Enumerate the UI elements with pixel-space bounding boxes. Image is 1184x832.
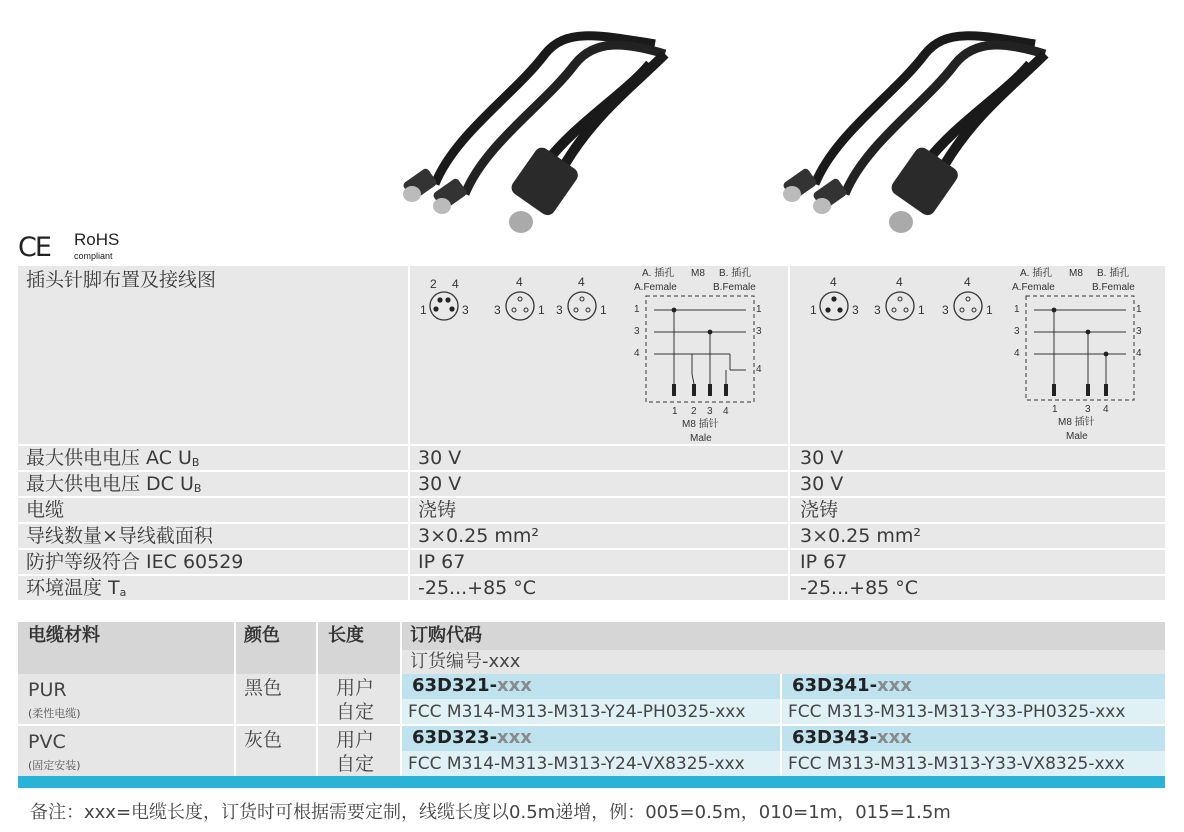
spec-value-a-text: IP 67: [418, 551, 466, 573]
color-value: 灰色: [244, 729, 283, 751]
spec-value-b: [788, 472, 1166, 496]
svg-text:3: 3: [1136, 326, 1142, 337]
spec-label-subscript: B: [193, 482, 202, 495]
code-prefix: 63D323-: [412, 727, 498, 748]
rohs-logo: RoHS: [74, 230, 120, 249]
material-note: (柔性电缆): [28, 707, 81, 720]
color-cell: [236, 726, 316, 776]
spec-label: [26, 446, 396, 470]
spec-value-b: [788, 524, 1166, 548]
pin-layout-label: 插头针脚布置及接线图: [26, 269, 217, 291]
svg-text:2: 2: [691, 406, 697, 417]
length-line-1: 用户: [336, 677, 375, 699]
material-note: (固定安装): [28, 759, 81, 772]
header-color: 颜色: [236, 622, 316, 674]
svg-text:4: 4: [756, 364, 762, 375]
header-order-no: 订货编号-xxx: [402, 650, 1165, 674]
spec-row: [18, 576, 1165, 602]
spec-label-text: 最大供电电压 AC U: [26, 447, 192, 469]
spec-value-b-text: 浇铸: [800, 499, 839, 521]
order-code-a: [402, 674, 780, 699]
svg-text:4: 4: [1014, 348, 1020, 359]
y-cable-product-image: [775, 14, 1075, 244]
svg-text:3: 3: [874, 303, 881, 317]
svg-text:A.Female: A.Female: [634, 282, 677, 293]
order-code-b: [782, 726, 1165, 751]
spec-row: [18, 498, 1165, 524]
spec-label: [26, 472, 396, 496]
svg-text:1: 1: [986, 303, 993, 317]
svg-text:1: 1: [756, 304, 762, 315]
svg-text:4: 4: [452, 277, 459, 291]
svg-text:3: 3: [634, 326, 640, 337]
rohs-compliant-label: compliant: [74, 251, 113, 261]
footnote: 备注：xxx=电缆长度，订货时可根据需要定制，线缆长度以0.5m递增，例：005=0.5m，010=1m，015=1.5m: [30, 802, 951, 823]
spec-row: [18, 550, 1165, 576]
spec-value-a-text: 浇铸: [418, 499, 457, 521]
svg-text:1: 1: [420, 303, 427, 317]
spec-label: [26, 524, 396, 548]
pin-diagram-a: [410, 266, 782, 444]
svg-text:1: 1: [634, 304, 640, 315]
svg-text:4: 4: [1103, 404, 1109, 415]
spec-label: [26, 576, 396, 600]
pin-layout-b: [788, 266, 1166, 444]
spec-value-a-text: 3×0.25 mm²: [418, 525, 539, 547]
pin-diagram-b: [790, 266, 1166, 444]
spec-label-text: 环境温度 T: [26, 577, 120, 599]
material-name: PVC: [28, 731, 66, 753]
material-cell: [18, 674, 234, 724]
fcc-code-a: [402, 751, 780, 776]
code-suffix: xxx: [877, 727, 912, 748]
spec-value-a-text: 30 V: [418, 473, 462, 495]
fcc-code-text: FCC M313-M313-M313-Y33-PH0325-xxx: [788, 702, 1126, 722]
spec-value-b-text: IP 67: [800, 551, 848, 573]
svg-text:3: 3: [707, 406, 713, 417]
code-suffix: xxx: [497, 675, 532, 696]
spec-value-b: [788, 550, 1166, 574]
svg-text:M8: M8: [691, 268, 705, 279]
code-prefix: 63D343-: [792, 727, 878, 748]
a-female-label: A. 插孔: [642, 268, 675, 279]
svg-text:4: 4: [1136, 348, 1142, 359]
spec-value-a: [408, 498, 782, 522]
spec-row: [18, 446, 1165, 472]
length-line-2: 自定: [336, 701, 375, 723]
fcc-code-text: FCC M314-M313-M313-Y24-VX8325-xxx: [408, 754, 745, 774]
svg-text:1: 1: [672, 406, 678, 417]
header-length: 长度: [318, 622, 400, 674]
pin-layout-a: [408, 266, 782, 444]
header-material: 电缆材料: [18, 622, 234, 674]
svg-text:4: 4: [578, 275, 585, 289]
svg-text:Male: Male: [690, 433, 712, 444]
spec-value-b-text: -25...+85 °C: [800, 577, 919, 599]
svg-text:1: 1: [600, 303, 607, 317]
spec-label-text: 最大供电电压 DC U: [26, 473, 194, 495]
spec-label: [26, 498, 396, 522]
svg-text:M8 插针: M8 插针: [1058, 417, 1095, 428]
accent-bar: [18, 776, 1165, 788]
spec-label: [26, 550, 396, 574]
length-cell: [318, 674, 400, 724]
spec-row: [18, 472, 1165, 498]
svg-text:3: 3: [756, 326, 762, 337]
svg-text:1: 1: [1052, 404, 1058, 415]
ce-logo: CE: [18, 232, 50, 263]
svg-text:1: 1: [918, 303, 925, 317]
code-prefix: 63D341-: [792, 675, 878, 696]
svg-text:A.Female: A.Female: [1012, 282, 1055, 293]
spec-value-a-text: 30 V: [418, 447, 462, 469]
svg-text:3: 3: [1085, 404, 1091, 415]
spec-label-text: 防护等级符合 IEC 60529: [26, 551, 244, 573]
svg-text:M8 插针: M8 插针: [682, 419, 719, 430]
pin-layout-row: [18, 266, 1165, 446]
spec-label-subscript: B: [191, 456, 200, 469]
order-code-a: [402, 726, 780, 751]
svg-text:B.Female: B.Female: [1092, 282, 1135, 293]
spec-value-b: [788, 576, 1166, 600]
svg-text:3: 3: [494, 303, 501, 317]
spec-value-a-text: -25...+85 °C: [418, 577, 537, 599]
y-cable-product-image: [395, 14, 695, 244]
spec-value-b-text: 3×0.25 mm²: [800, 525, 921, 547]
svg-text:1: 1: [538, 303, 545, 317]
spec-value-b-text: 30 V: [800, 473, 844, 495]
fcc-code-b: [782, 699, 1165, 724]
spec-row: [18, 524, 1165, 550]
svg-text:4: 4: [830, 275, 837, 289]
svg-text:3: 3: [942, 303, 949, 317]
svg-text:4: 4: [516, 275, 523, 289]
svg-text:4: 4: [964, 275, 971, 289]
spec-value-a: [408, 576, 782, 600]
code-suffix: xxx: [877, 675, 912, 696]
svg-text:A. 插孔: A. 插孔: [1020, 268, 1053, 279]
spec-value-b: [788, 498, 1166, 522]
spec-value-a: [408, 524, 782, 548]
fcc-code-b: [782, 751, 1165, 776]
length-cell: [318, 726, 400, 776]
spec-value-b-text: 30 V: [800, 447, 844, 469]
fcc-code-text: FCC M313-M313-M313-Y33-VX8325-xxx: [788, 754, 1125, 774]
length-line-1: 用户: [336, 729, 375, 751]
svg-text:4: 4: [723, 406, 729, 417]
svg-text:4: 4: [634, 348, 640, 359]
svg-text:B.Female: B.Female: [713, 282, 756, 293]
code-prefix: 63D321-: [412, 675, 498, 696]
svg-text:1: 1: [1136, 304, 1142, 315]
svg-text:2: 2: [430, 277, 437, 291]
material-cell: [18, 726, 234, 776]
svg-text:3: 3: [1014, 326, 1020, 337]
svg-text:3: 3: [556, 303, 563, 317]
fcc-code-text: FCC M314-M313-M313-Y24-PH0325-xxx: [408, 702, 746, 722]
material-name: PUR: [28, 679, 67, 701]
spec-value-a: [408, 550, 782, 574]
svg-text:3: 3: [462, 303, 469, 317]
color-value: 黑色: [244, 677, 283, 699]
spec-value-a: [408, 472, 782, 496]
svg-text:4: 4: [896, 275, 903, 289]
length-line-2: 自定: [336, 753, 375, 775]
spec-value-b: [788, 446, 1166, 470]
spec-value-a: [408, 446, 782, 470]
order-code-b: [782, 674, 1165, 699]
spec-label-subscript: a: [119, 586, 127, 599]
svg-text:1: 1: [1014, 304, 1020, 315]
code-suffix: xxx: [497, 727, 532, 748]
svg-text:1: 1: [810, 303, 817, 317]
spec-label-text: 电缆: [26, 499, 65, 521]
header-order-code: 订购代码: [402, 622, 1165, 650]
svg-text:B. 插孔: B. 插孔: [719, 268, 752, 279]
svg-text:M8: M8: [1069, 268, 1083, 279]
spec-label-text: 导线数量×导线截面积: [26, 525, 213, 547]
fcc-code-a: [402, 699, 780, 724]
color-cell: [236, 674, 316, 724]
svg-text:Male: Male: [1066, 431, 1088, 442]
svg-text:3: 3: [852, 303, 859, 317]
svg-text:B. 插孔: B. 插孔: [1097, 268, 1130, 279]
